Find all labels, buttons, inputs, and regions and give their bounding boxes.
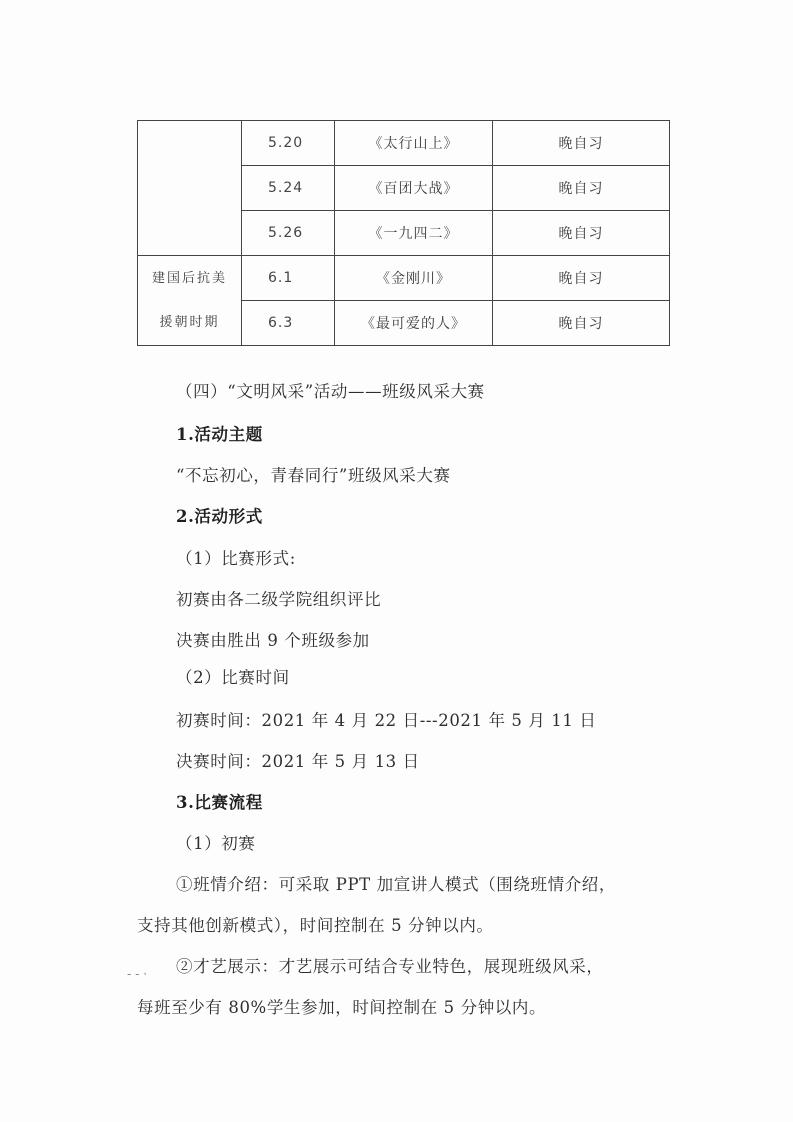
item3-heading: 3.比赛流程 xyxy=(176,793,263,812)
item1-heading: 1.活动主题 xyxy=(176,425,263,444)
table-row xyxy=(138,256,670,301)
item2-subheading-time: （2）比赛时间 xyxy=(176,668,290,687)
date-cell: 5.20 xyxy=(242,121,335,166)
margin-mark: - - · xyxy=(127,967,148,981)
paragraph2-line2: 每班至少有 80%学生参加，时间控制在 5 分钟以内。 xyxy=(137,998,547,1017)
paragraph1-line2: 支持其他创新模式），时间控制在 5 分钟以内。 xyxy=(137,916,494,935)
item2-heading: 2.活动形式 xyxy=(176,507,263,526)
title-cell: 《百团大战》 xyxy=(335,166,493,211)
table-row xyxy=(138,121,670,166)
title-cell: 《金刚川》 xyxy=(335,256,493,301)
final-time: 决赛时间：2021 年 5 月 13 日 xyxy=(176,752,420,771)
title-cell: 《最可爱的人》 xyxy=(335,301,493,346)
time-cell: 晚自习 xyxy=(493,121,670,166)
date-cell: 5.26 xyxy=(242,211,335,256)
section-title: （四）“文明风采”活动——班级风采大赛 xyxy=(176,382,485,401)
item2-prelim-org: 初赛由各二级学院组织评比 xyxy=(176,590,382,609)
title-cell: 《一九四二》 xyxy=(335,211,493,256)
item2-final-org: 决赛由胜出 9 个班级参加 xyxy=(176,631,370,650)
time-cell: 晚自习 xyxy=(493,166,670,211)
period-cell-empty xyxy=(138,121,242,256)
date-cell: 6.3 xyxy=(242,301,335,346)
paragraph1-line1: ①班情介绍：可采取 PPT 加宣讲人模式（围绕班情介绍， xyxy=(176,875,616,894)
time-cell: 晚自习 xyxy=(493,301,670,346)
title-cell: 《太行山上》 xyxy=(335,121,493,166)
item1-text: “不忘初心，青春同行”班级风采大赛 xyxy=(176,466,451,485)
date-cell: 5.24 xyxy=(242,166,335,211)
time-cell: 晚自习 xyxy=(493,211,670,256)
paragraph2-line1: ②才艺展示：才艺展示可结合专业特色，展现班级风采， xyxy=(176,957,604,976)
period-label-line2: 援朝时期 xyxy=(159,314,220,330)
prelim-time: 初赛时间：2021 年 4 月 22 日---2021 年 5 月 11 日 xyxy=(176,711,597,730)
time-cell: 晚自习 xyxy=(493,256,670,301)
movie-schedule-table xyxy=(137,120,670,346)
period-label-line1: 建国后抗美 xyxy=(151,270,227,286)
date-cell: 6.1 xyxy=(242,256,335,301)
item2-subheading-format: （1）比赛形式: xyxy=(176,549,296,568)
item3-subheading-prelim: （1）初赛 xyxy=(176,834,256,853)
period-cell xyxy=(138,256,242,346)
